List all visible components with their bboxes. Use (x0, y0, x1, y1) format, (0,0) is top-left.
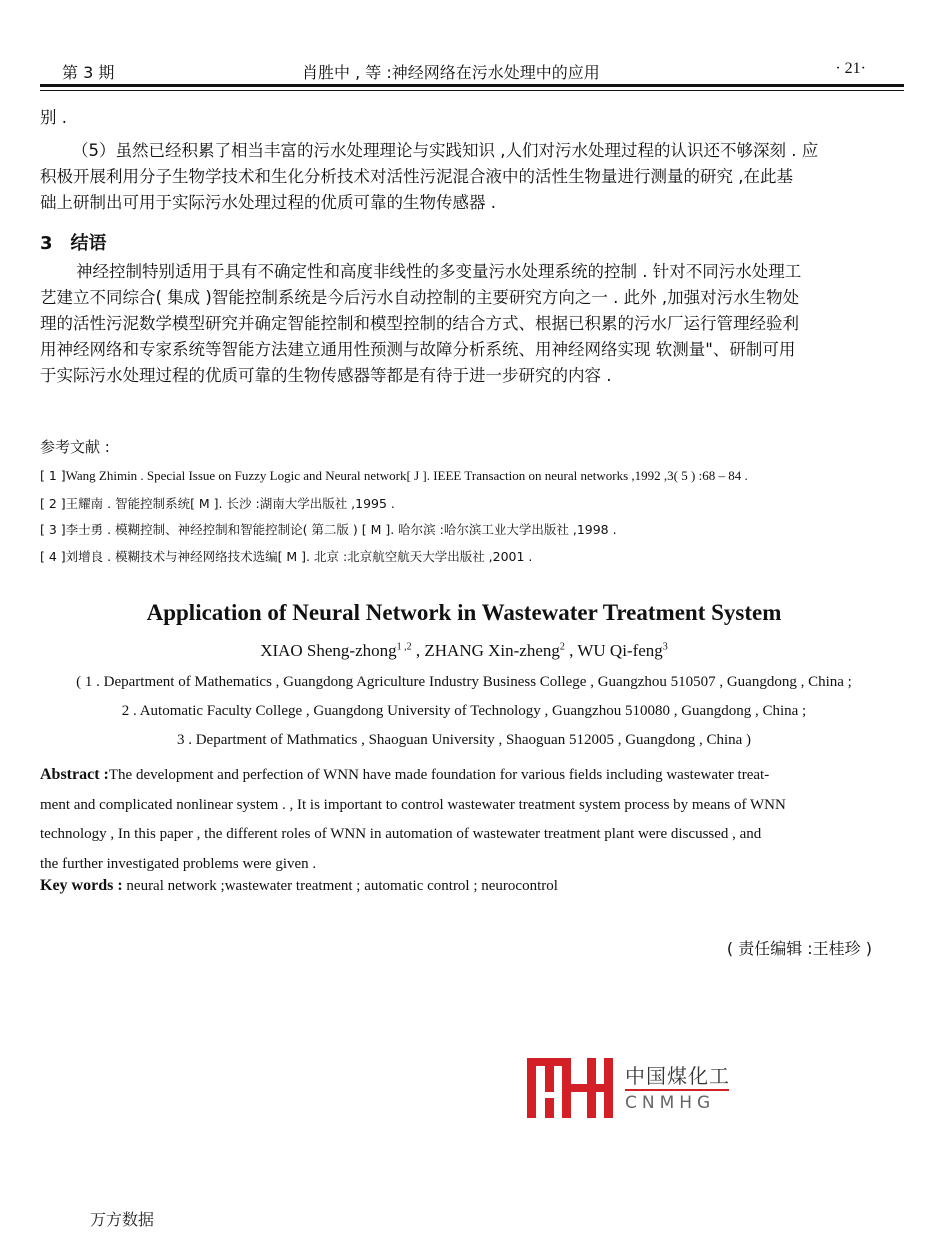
reference-item (40, 494, 395, 512)
english-authors (0, 641, 928, 661)
reference-text: 李士勇 . 模糊控制、神经控制和智能控制论( 第二版 ) [ M ]. 哈尔滨 :哈尔滨工业大学出版社 ,1998 . (65, 522, 617, 537)
paragraph-5-cont (40, 164, 906, 216)
paragraph-line: 用神经网络和专家系统等智能方法建立通用性预测与故障分析系统、用神经网络实现 软测量"、研制可用 (40, 340, 796, 359)
conclusion-first-line (76, 259, 906, 285)
english-title: Application of Neural Network in Wastewater Treatment System (146, 600, 782, 625)
affiliation-line: ( 1 . Department of Mathematics , Guangdong Agriculture Industry Business College , Guangzhou 510507 , Guangdong , China ; (76, 674, 852, 690)
abstract-line: technology , In this paper , the different roles of WNN in automation of wastewater treatment plant were discussed , and (40, 826, 762, 842)
paragraph-line: 神经控制特别适用于具有不确定性和高度非线性的多变量污水处理系统的控制 . 针对不同污水处理工 (76, 262, 802, 281)
continued-text (40, 105, 906, 131)
paragraph-line: 艺建立不同综合( 集成 )智能控制系统是今后污水自动控制的主要研究方向之一 . 此外 ,加强对污水生物处 (40, 288, 800, 307)
author-name: XIAO Sheng-zhong (260, 641, 397, 660)
header-rule-thick (40, 84, 904, 87)
reference-text: 刘增良 . 模糊技术与神经网络技术选编[ M ]. 北京 :北京航空航天大学出版社 ,2001 . (65, 549, 533, 564)
author-affiliation-mark: 1 ,2 (396, 641, 412, 653)
english-keywords (40, 877, 558, 895)
reference-text: 王耀南 . 智能控制系统[ M ]. 长沙 :湖南大学出版社 ,1995 . (65, 496, 395, 511)
cnmhg-logo (527, 1058, 737, 1122)
reference-item (40, 547, 532, 565)
paragraph-line: 积极开展利用分子生物学技术和生化分析技术对活性污泥混合液中的活性生物量进行测量的研究 ,在此基 (40, 167, 793, 186)
english-abstract (40, 760, 906, 879)
reference-number: [ 3 ] (40, 522, 66, 537)
paragraph-line: 础上研制出可用于实际污水处理过程的优质可靠的生物传感器 . (40, 193, 496, 212)
source-mark: 万方数据 (90, 1210, 155, 1229)
logo-underline (625, 1089, 729, 1091)
continued-line: 别 . (40, 108, 67, 127)
section-title: 结语 (70, 233, 107, 254)
reference-number: [ 2 ] (40, 496, 66, 511)
section-number: 3 (40, 233, 53, 254)
author-affiliation-mark: 3 (662, 641, 668, 653)
header-rule-thin (40, 90, 904, 91)
affiliation-line: 2 . Automatic Faculty College , Guangdong University of Technology , Guangzhou 510080 , Guangdong , China ; (121, 703, 807, 719)
author-name: WU Qi-feng (577, 641, 663, 660)
affiliation-line: 3 . Department of Mathmatics , Shaoguan University , Shaoguan 512005 , Guangdong , China ) (176, 732, 752, 748)
running-header (40, 60, 904, 82)
paragraph-line: 理的活性污泥数学模型研究并确定智能控制和模型控制的结合方式、根据已积累的污水厂运行管理经验利 (40, 314, 799, 333)
conclusion-paragraph (40, 285, 906, 389)
reference-item (40, 468, 748, 484)
reference-number: [ 1 ] (40, 468, 66, 483)
reference-item (40, 520, 617, 538)
section-heading (40, 229, 107, 255)
logo-english-text: CNMHG (625, 1093, 716, 1113)
references-title: 参考文献 : (40, 438, 110, 456)
author-affiliation-mark: 2 (559, 641, 565, 653)
paragraph-line: （5）虽然已经积累了相当丰富的污水处理理论与实践知识 ,人们对污水处理过程的认识还不够深刻 . 应 (72, 141, 819, 160)
abstract-label: Abstract : (40, 766, 109, 783)
abstract-line: The development and perfection of WNN have made foundation for various fields including wastewater treat- (108, 767, 770, 783)
cnmhg-logo-mark-icon (527, 1058, 613, 1118)
author-separator: , (564, 641, 574, 660)
paragraph-line: 于实际污水处理过程的优质可靠的生物传感器等都是有待于进一步研究的内容 . (40, 366, 612, 385)
logo-chinese-text: 中国煤化工 (625, 1064, 730, 1088)
responsible-editor: ( 责任编辑 :王桂珍 ) (726, 939, 872, 958)
abstract-line: the further investigated problems were given . (40, 855, 317, 872)
issue-number: 第 3 期 (62, 63, 115, 82)
author-name: ZHANG Xin-zheng (424, 641, 560, 660)
running-title: 肖胜中 , 等 :神经网络在污水处理中的应用 (302, 63, 600, 82)
author-separator: , (411, 641, 421, 660)
abstract-line: ment and complicated nonlinear system . , It is important to control wastewater treatment system process by means of WNN (40, 796, 786, 813)
keywords-label: Key words : (40, 877, 123, 894)
paragraph-5 (72, 138, 906, 164)
keywords-text: neural network ;wastewater treatment ; automatic control ; neurocontrol (126, 878, 558, 894)
page-number: · 21· (835, 60, 866, 77)
reference-text: Wang Zhimin . Special Issue on Fuzzy Logic and Neural network[ J ]. IEEE Transaction on neural networks ,1992 ,3( 5 ) :68 – 84 . (65, 468, 748, 483)
reference-number: [ 4 ] (40, 549, 66, 564)
